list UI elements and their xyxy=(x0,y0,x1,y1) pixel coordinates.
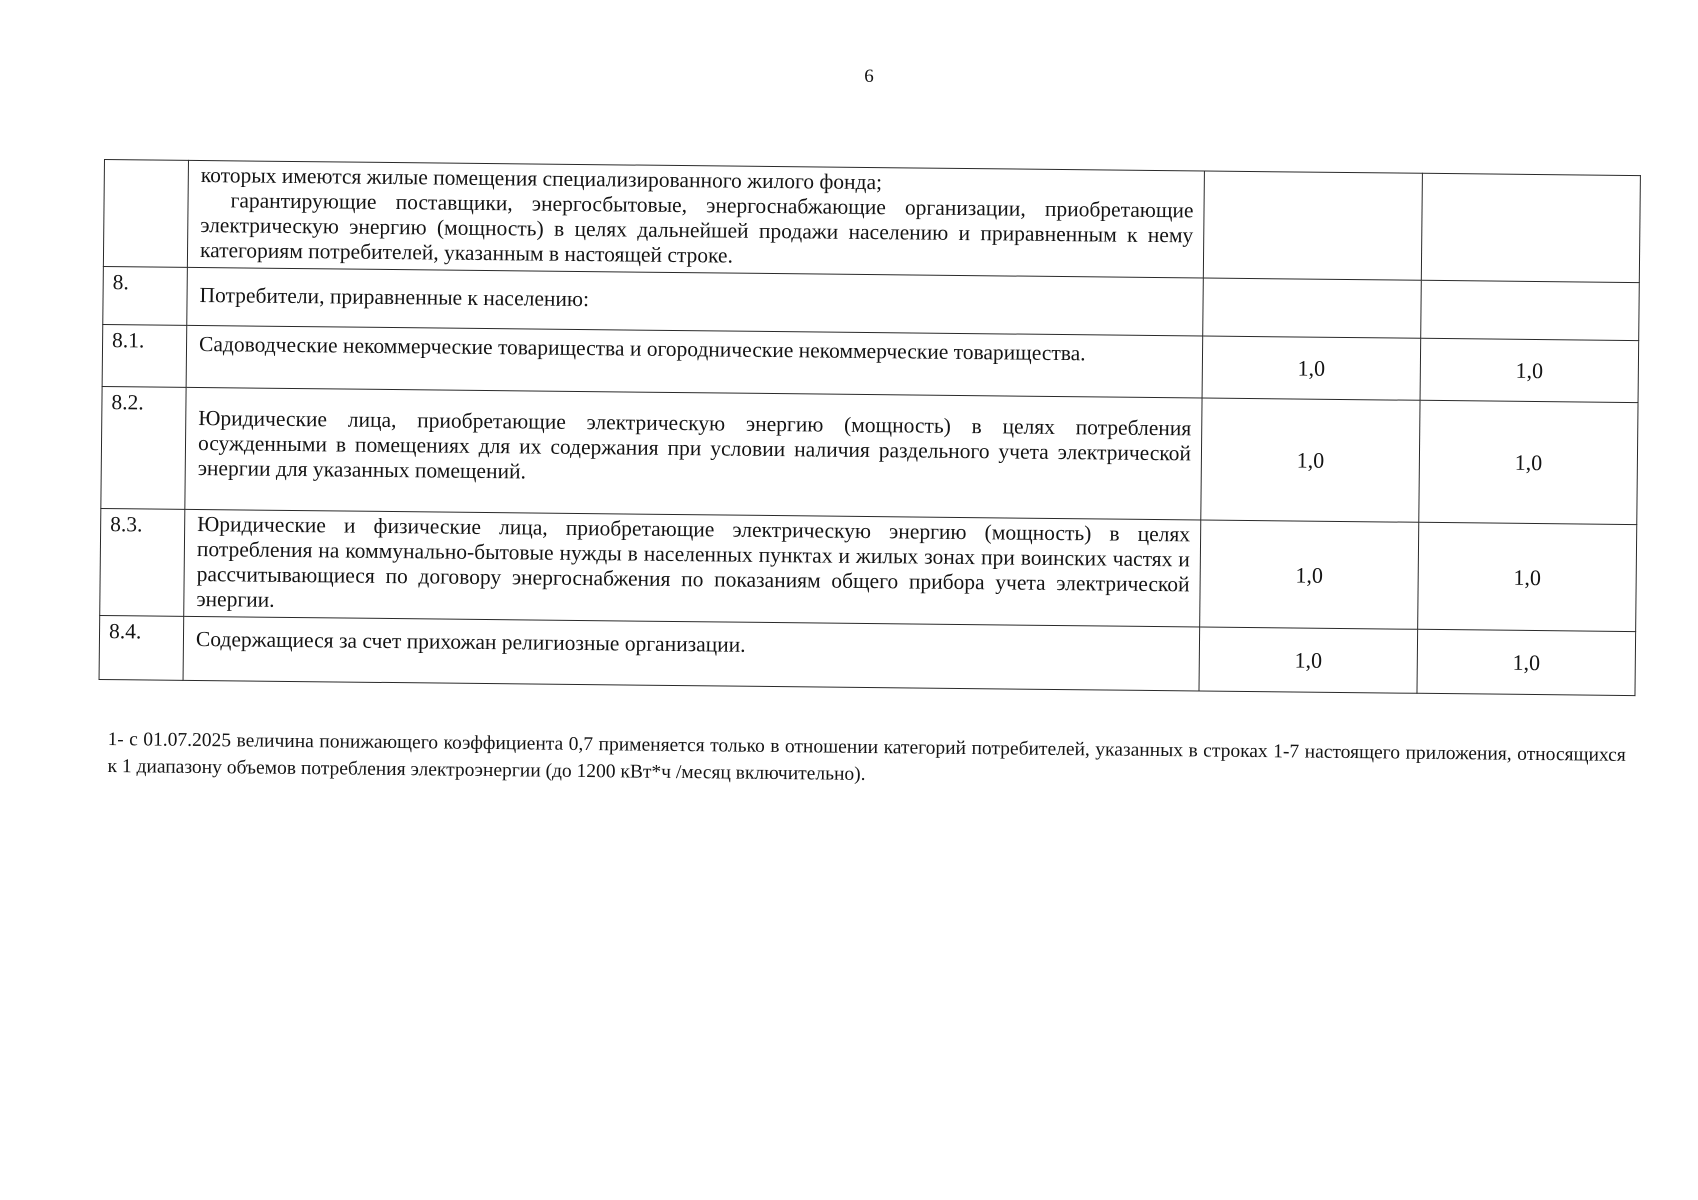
row-value-2 xyxy=(1421,173,1640,282)
table-row-continuation xyxy=(103,160,1640,283)
row-value-2: 1,0 xyxy=(1418,522,1637,631)
row-value-1 xyxy=(1203,278,1422,338)
row-value-1: 1,0 xyxy=(1200,520,1419,629)
row-value-1: 1,0 xyxy=(1199,627,1418,693)
footnote-marker: 1- xyxy=(107,728,124,751)
row-value-1 xyxy=(1203,171,1422,280)
row-number: 8.3. xyxy=(100,508,185,616)
row-description: Юридические лица, приобретающие электрическую энергию (мощность) в целях потребления осужденными в помещениях для их содержания при условии наличия раздельного учета электрической энергии для указанных помещений. xyxy=(185,387,1202,520)
footnote xyxy=(107,726,1625,796)
row-number: 8.1. xyxy=(102,324,187,387)
row-description-line: которых имеются жилые помещения специализированного жилого фонда; xyxy=(200,163,883,195)
table-row xyxy=(100,508,1637,631)
row-description-paragraph: гарантирующие поставщики, энергосбытовые, энергоснабжающие организации, приобретающие электрическую энергию (мощность) в целях дальнейшей продажи населению и приравненным к нему категориям потребителей, указанным в настоящей строке. xyxy=(199,188,1194,268)
row-description: Юридические и физические лица, приобретающие электрическую энергию (мощность) в целях потребления на коммунально-бытовые нужды в населенных пунктах и жилых зонах при воинских частях и рассчитывающиеся по договору энергоснабжения по показаниям общего прибора учета электрической энергии. xyxy=(184,509,1201,627)
row-value-2: 1,0 xyxy=(1419,400,1638,524)
row-number: 8. xyxy=(103,266,188,325)
row-value-2 xyxy=(1421,280,1640,340)
table-row xyxy=(101,386,1638,524)
row-description: Содержащиеся за счет прихожан религиозные организации. xyxy=(183,616,1200,691)
row-number: 8.4. xyxy=(99,615,184,680)
row-description: Потребители, приравненные к населению: xyxy=(187,267,1204,336)
row-description: Садоводческие некоммерческие товарищества и огороднические некоммерческие товарищества. xyxy=(186,325,1203,398)
row-value-2: 1,0 xyxy=(1417,629,1636,695)
row-value-1: 1,0 xyxy=(1202,336,1421,400)
tariff-coefficient-table xyxy=(99,159,1641,696)
row-value-2: 1,0 xyxy=(1420,338,1639,402)
row-description xyxy=(187,160,1204,278)
row-number xyxy=(103,160,188,268)
row-value-1: 1,0 xyxy=(1201,398,1420,522)
page-number: 6 xyxy=(864,66,874,87)
row-number: 8.2. xyxy=(101,386,186,509)
footnote-text: с 01.07.2025 величина понижающего коэффициента 0,7 применяется только в отношении категорий потребителей, указанных в строках 1-7 настоящего приложения, относящихся к 1 диапазону объемов потребления электроэнергии (до 1200 кВт*ч /месяц включительно). xyxy=(107,729,1626,785)
